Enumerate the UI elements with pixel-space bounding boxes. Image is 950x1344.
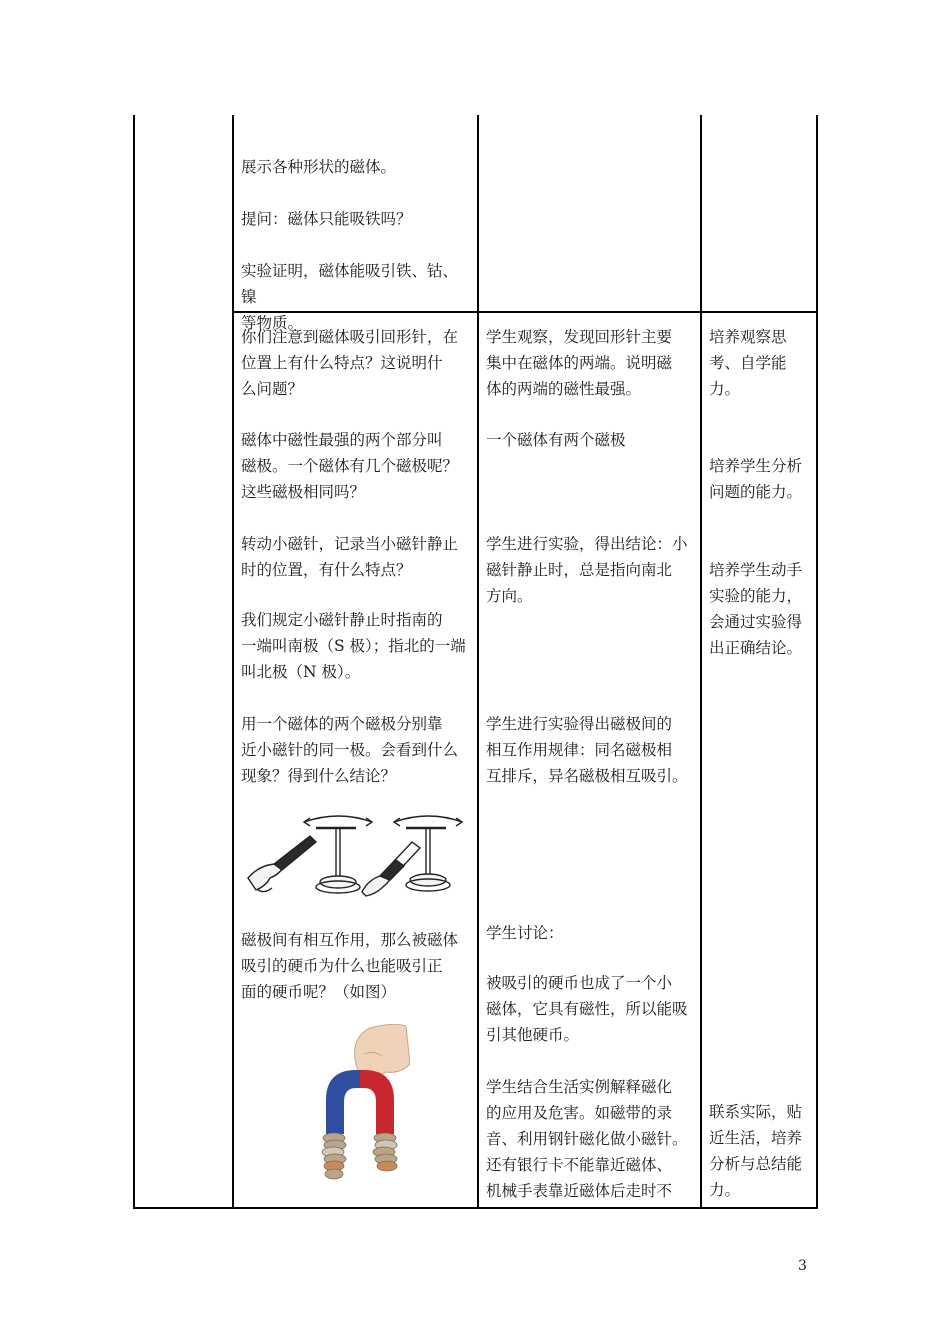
table-left-border xyxy=(133,115,135,1209)
text-line: 培养学生分析 xyxy=(709,457,803,475)
text-line: 吸引的硬币为什么也能吸引正 xyxy=(241,957,443,975)
text-line: 的应用及危害。如磁带的录 xyxy=(486,1104,673,1122)
row2-student-cell xyxy=(486,324,698,402)
text-line: 这些磁极相同吗？ xyxy=(241,483,366,501)
text-line: 学生结合生活实例解释磁化 xyxy=(486,1078,673,1096)
text-line: 近生活，培养 xyxy=(709,1129,803,1147)
text-line: 实验证明，磁体能吸引铁、钴、镍 xyxy=(241,262,459,306)
magnet-compass-illustration xyxy=(244,808,472,900)
text-line: 位置上有什么特点？这说明什 xyxy=(241,354,443,372)
text-line: 体的两端的磁性最强。 xyxy=(486,380,642,398)
text-line: 磁极。一个磁体有几个磁极呢？ xyxy=(241,457,459,475)
text-line: 学生观察，发现回形针主要 xyxy=(486,328,673,346)
text-line: 现象？得到什么结论？ xyxy=(241,767,397,785)
text-line: 力。 xyxy=(709,380,741,398)
row2-teacher-cell xyxy=(241,324,475,402)
text-line: 被吸引的硬币也成了一个小 xyxy=(486,974,673,992)
text-line: 出正确结论。 xyxy=(709,639,803,657)
row2-student-cell xyxy=(486,970,698,1048)
row2-intent-cell xyxy=(709,324,815,402)
horseshoe-magnet-coins-photo xyxy=(316,1024,410,1184)
text-line: 互排斥，异名磁极相互吸引。 xyxy=(486,767,688,785)
text-line: 问题的能力。 xyxy=(709,483,803,501)
row2-student-cell xyxy=(486,1074,698,1204)
row2-student-cell xyxy=(486,711,698,789)
text-line: 方向。 xyxy=(486,587,533,605)
text-line: 分析与总结能 xyxy=(709,1155,803,1173)
text-line: 力。 xyxy=(709,1181,741,1199)
text-line: 用一个磁体的两个磁极分别靠 xyxy=(241,715,443,733)
column-divider-3 xyxy=(700,115,702,1209)
text-line: 相互作用规律：同名磁极相 xyxy=(486,741,673,759)
row2-teacher-cell xyxy=(241,711,475,789)
row2-teacher-cell xyxy=(241,531,475,583)
text-line: 机械手表靠近磁体后走时不 xyxy=(486,1182,673,1200)
text-line: 磁体，它具有磁性，所以能吸 xyxy=(486,1000,688,1018)
row2-intent-cell xyxy=(709,1099,815,1203)
row2-teacher-cell xyxy=(241,607,475,685)
text-line: 音、利用钢针磁化做小磁针。 xyxy=(486,1130,688,1148)
text-line: 展示各种形状的磁体。 xyxy=(241,158,397,176)
text-line: 叫北极（N 极）。 xyxy=(241,663,361,681)
text-line: 近小磁针的同一极。会看到什么 xyxy=(241,741,459,759)
page-number: 3 xyxy=(798,1258,807,1274)
text-line: 磁针静止时，总是指向南北 xyxy=(486,561,673,579)
text-line: 考、自学能 xyxy=(709,354,787,372)
text-line: 一端叫南极（S 极）；指北的一端 xyxy=(241,637,466,655)
text-line: 联系实际，贴 xyxy=(709,1103,803,1121)
text-line: 磁体中磁性最强的两个部分叫 xyxy=(241,431,443,449)
row2-teacher-cell xyxy=(241,427,475,505)
text-line: 等物质。 xyxy=(241,314,304,332)
text-line: 还有银行卡不能靠近磁体、 xyxy=(486,1156,673,1174)
column-divider-2 xyxy=(477,115,479,1209)
text-line: 一个磁体有两个磁极 xyxy=(486,431,626,449)
text-line: 磁极间有相互作用，那么被磁体 xyxy=(241,931,459,949)
text-line: 你们注意到磁体吸引回形针，在 xyxy=(241,328,459,346)
row2-intent-cell xyxy=(709,557,815,661)
text-line: 面的硬币呢？（如图） xyxy=(241,983,397,1001)
text-line: 学生进行实验得出磁极间的 xyxy=(486,715,673,733)
row1-teacher-cell xyxy=(241,154,473,336)
table-right-border xyxy=(816,115,818,1209)
row2-student-cell xyxy=(486,531,698,609)
row2-intent-cell xyxy=(709,453,815,505)
text-line: 转动小磁针，记录当小磁针静止 xyxy=(241,535,459,553)
text-line: 集中在磁体的两端。说明磁 xyxy=(486,354,673,372)
row2-teacher-cell xyxy=(241,927,475,1005)
table-bottom-border xyxy=(133,1207,818,1209)
text-line: 时的位置，有什么特点？ xyxy=(241,561,412,579)
text-line: 培养学生动手 xyxy=(709,561,803,579)
text-line: 学生进行实验，得出结论：小 xyxy=(486,535,688,553)
text-line: 学生讨论： xyxy=(486,924,564,942)
text-line: 提问：磁体只能吸铁吗？ xyxy=(241,210,412,228)
text-line: 实验的能力， xyxy=(709,587,803,605)
column-divider-1 xyxy=(232,115,234,1209)
text-line: 培养观察思 xyxy=(709,328,787,346)
text-line: 引其他硬币。 xyxy=(486,1026,580,1044)
text-line: 么问题？ xyxy=(241,380,304,398)
row2-student-cell xyxy=(486,920,698,946)
text-line: 我们规定小磁针静止时指南的 xyxy=(241,611,443,629)
row2-student-cell xyxy=(486,427,698,453)
text-line: 会通过实验得 xyxy=(709,613,803,631)
